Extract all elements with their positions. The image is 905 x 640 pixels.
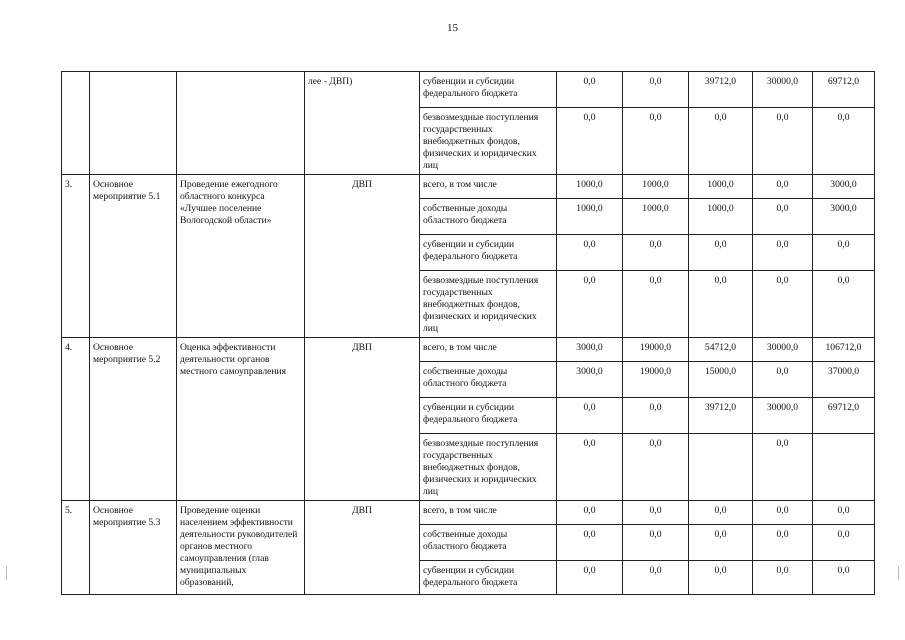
value-cell: 30000,0 (753, 338, 813, 362)
value-cell: 1000,0 (689, 175, 753, 199)
value-cell: 0,0 (623, 525, 689, 561)
funding-source-cell: субвенции и субсидии федерального бюджета (420, 235, 557, 271)
value-cell: 30000,0 (753, 72, 813, 108)
value-cell: 39712,0 (689, 72, 753, 108)
row-number-cell (62, 72, 90, 175)
value-cell: 0,0 (753, 434, 813, 501)
value-cell: 1000,0 (689, 199, 753, 235)
value-cell: 0,0 (753, 235, 813, 271)
value-cell: 106712,0 (813, 338, 875, 362)
value-cell: 0,0 (557, 561, 623, 595)
program-name-cell (90, 72, 177, 175)
value-cell: 0,0 (753, 525, 813, 561)
funding-source-cell: всего, в том числе (420, 175, 557, 199)
value-cell: 0,0 (623, 501, 689, 525)
value-cell: 1000,0 (557, 175, 623, 199)
value-cell: 0,0 (813, 271, 875, 338)
value-cell: 0,0 (623, 271, 689, 338)
value-cell: 0,0 (689, 501, 753, 525)
program-name-cell: Основное мероприятие 5.2 (90, 338, 177, 501)
value-cell: 0,0 (813, 108, 875, 175)
value-cell: 0,0 (623, 434, 689, 501)
table-row (62, 338, 875, 362)
value-cell: 0,0 (557, 108, 623, 175)
value-cell: 69712,0 (813, 398, 875, 434)
row-number-cell: 4. (62, 338, 90, 501)
value-cell: 0,0 (557, 72, 623, 108)
executor-cell: ДВП (305, 338, 420, 501)
table-row (62, 175, 875, 199)
value-cell: 0,0 (689, 108, 753, 175)
row-number-cell: 5. (62, 501, 90, 595)
value-cell: 0,0 (623, 108, 689, 175)
event-name-cell: Проведение ежегодного областного конкурса «Лучшее поселение Вологодской области» (177, 175, 305, 338)
page-number: 15 (447, 22, 458, 34)
value-cell: 3000,0 (813, 175, 875, 199)
value-cell: 69712,0 (813, 72, 875, 108)
value-cell: 0,0 (813, 501, 875, 525)
value-cell: 0,0 (557, 398, 623, 434)
funding-source-cell: безвозмездные поступления государственных внебюджетных фондов, физических и юридических лиц (420, 434, 557, 501)
funding-source-cell: всего, в том числе (420, 501, 557, 525)
table-row (62, 501, 875, 525)
scan-edge-mark-right (898, 566, 899, 580)
value-cell: 0,0 (689, 235, 753, 271)
value-cell: 3000,0 (557, 362, 623, 398)
value-cell: 19000,0 (623, 362, 689, 398)
value-cell: 0,0 (753, 199, 813, 235)
value-cell: 0,0 (813, 235, 875, 271)
budget-table (61, 71, 875, 595)
executor-cell: ДВП (305, 175, 420, 338)
row-number-cell: 3. (62, 175, 90, 338)
value-cell: 0,0 (753, 108, 813, 175)
value-cell: 1000,0 (623, 175, 689, 199)
value-cell: 0,0 (623, 235, 689, 271)
value-cell: 0,0 (753, 501, 813, 525)
value-cell: 0,0 (557, 235, 623, 271)
value-cell: 3000,0 (813, 199, 875, 235)
executor-cell: лее - ДВП) (305, 72, 420, 175)
value-cell: 3000,0 (557, 338, 623, 362)
funding-source-cell: субвенции и субсидии федерального бюджета (420, 72, 557, 108)
scan-edge-mark-left (6, 566, 7, 580)
value-cell: 19000,0 (623, 338, 689, 362)
value-cell: 0,0 (623, 561, 689, 595)
value-cell: 0,0 (689, 525, 753, 561)
value-cell: 0,0 (623, 72, 689, 108)
value-cell: 0,0 (813, 561, 875, 595)
funding-source-cell: собственные доходы областного бюджета (420, 362, 557, 398)
funding-source-cell: собственные доходы областного бюджета (420, 199, 557, 235)
funding-source-cell: субвенции и субсидии федерального бюджета (420, 561, 557, 595)
value-cell (689, 434, 753, 501)
value-cell: 0,0 (753, 271, 813, 338)
value-cell: 30000,0 (753, 398, 813, 434)
value-cell: 0,0 (753, 561, 813, 595)
funding-source-cell: безвозмездные поступления государственных внебюджетных фондов, физических и юридических лиц (420, 271, 557, 338)
value-cell: 39712,0 (689, 398, 753, 434)
event-name-cell (177, 72, 305, 175)
value-cell: 15000,0 (689, 362, 753, 398)
value-cell: 0,0 (753, 175, 813, 199)
value-cell: 0,0 (689, 561, 753, 595)
value-cell: 0,0 (557, 271, 623, 338)
value-cell: 0,0 (813, 525, 875, 561)
executor-cell: ДВП (305, 501, 420, 595)
value-cell: 1000,0 (557, 199, 623, 235)
value-cell: 1000,0 (623, 199, 689, 235)
value-cell: 0,0 (557, 525, 623, 561)
value-cell: 37000,0 (813, 362, 875, 398)
funding-source-cell: субвенции и субсидии федерального бюджета (420, 398, 557, 434)
event-name-cell: Проведение оценки населением эффективности деятельности руководителей органов местного самоуправления (глав муниципальных образований, (177, 501, 305, 595)
value-cell (813, 434, 875, 501)
funding-source-cell: безвозмездные поступления государственных внебюджетных фондов, физических и юридических лиц (420, 108, 557, 175)
value-cell: 0,0 (753, 362, 813, 398)
event-name-cell: Оценка эффективности деятельности органов местного самоуправления (177, 338, 305, 501)
table-row (62, 72, 875, 108)
value-cell: 0,0 (557, 501, 623, 525)
value-cell: 0,0 (689, 271, 753, 338)
value-cell: 54712,0 (689, 338, 753, 362)
value-cell: 0,0 (557, 434, 623, 501)
value-cell: 0,0 (623, 398, 689, 434)
program-name-cell: Основное мероприятие 5.3 (90, 501, 177, 595)
funding-source-cell: собственные доходы областного бюджета (420, 525, 557, 561)
program-name-cell: Основное мероприятие 5.1 (90, 175, 177, 338)
funding-source-cell: всего, в том числе (420, 338, 557, 362)
